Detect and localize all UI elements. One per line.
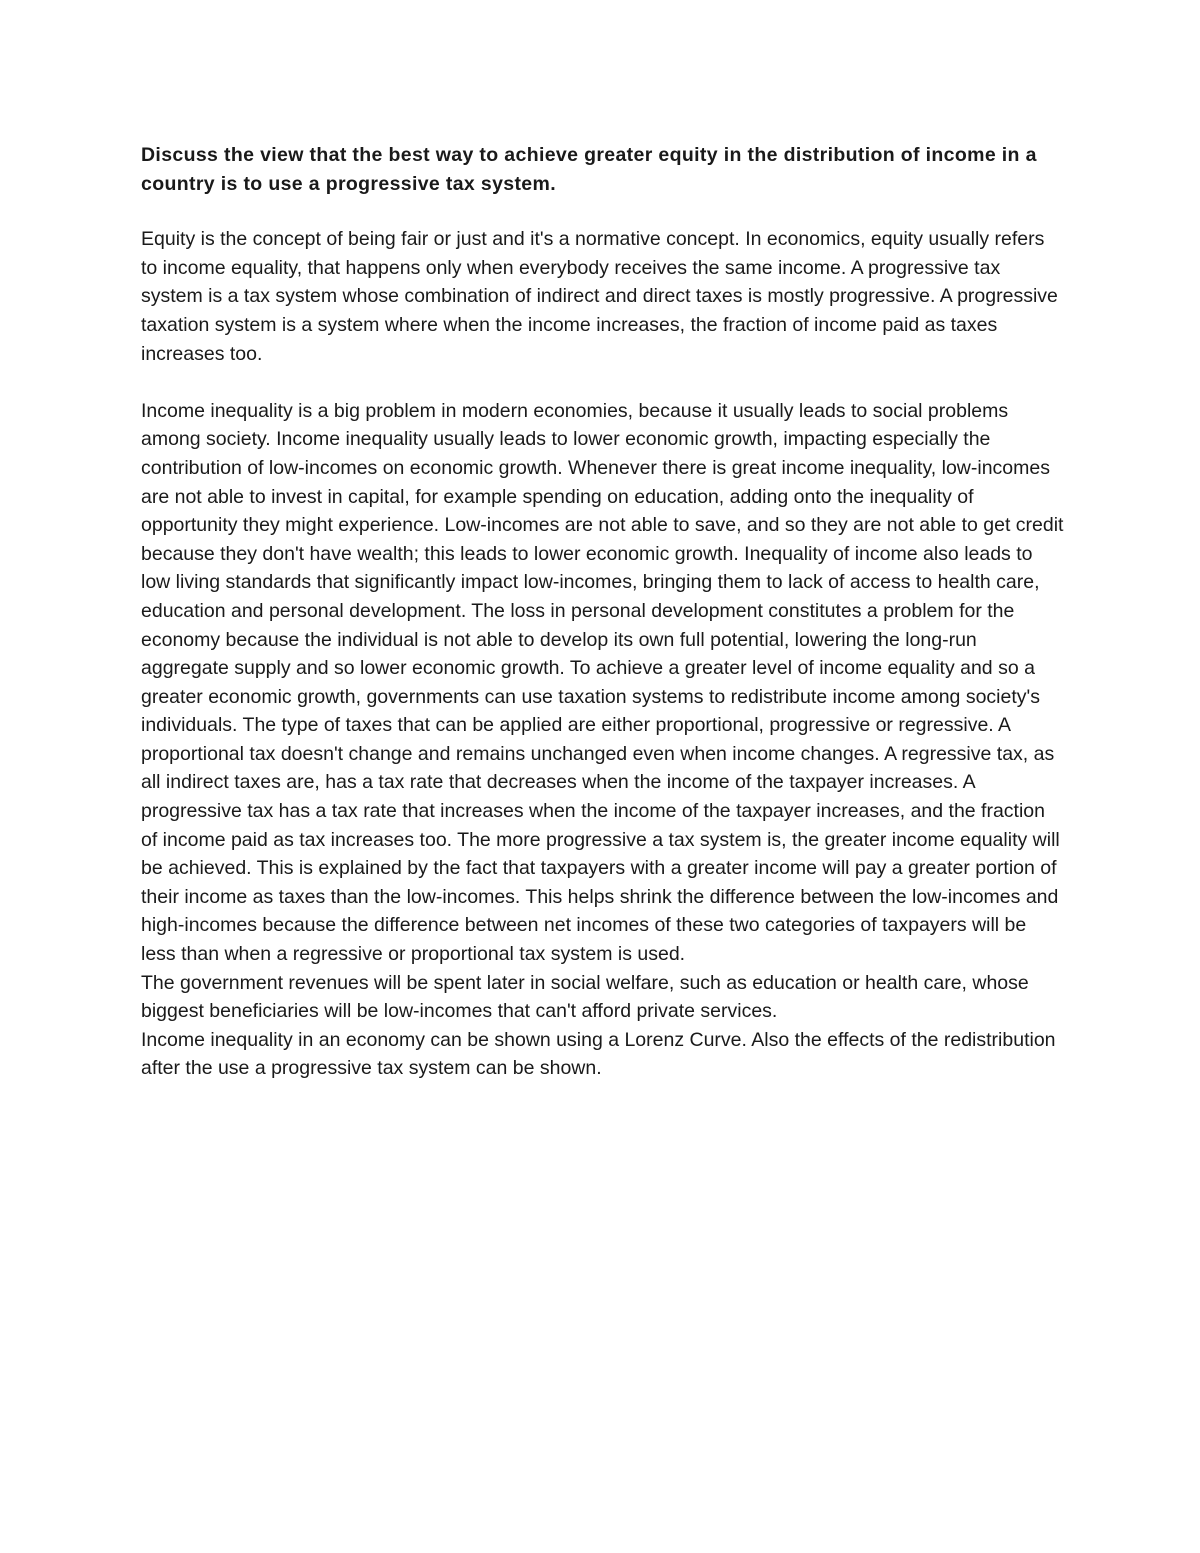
paragraph-lorenz-curve: Income inequality in an economy can be shown using a Lorenz Curve. Also the effects of the redistribution after the use a progressive tax system can be shown. [141, 1028, 1056, 1080]
document-body [141, 141, 1066, 1083]
paragraph-government-revenues: The government revenues will be spent later in social welfare, such as education or health care, whose biggest beneficiaries will be low-incomes that can't afford private services. [141, 971, 1029, 1023]
paragraph-income-inequality: Income inequality is a big problem in modern economies, because it usually leads to social problems among society. Income inequality usually leads to lower economic growth, impacting especially the contribution of low-incomes on economic growth. Whenever there is great income inequality, low-incomes are not able to invest in capital, for example spending on education, adding onto the inequality of opportunity they might experience. Low-incomes are not able to save, and so they are not able to get credit because they don't have wealth; this leads to lower economic growth. Inequality of income also leads to low living standards that significantly impact low-incomes, bringing them to lack of access to health care, education and personal development. The loss in personal development constitutes a problem for the economy because the individual is not able to develop its own full potential, lowering the long-run aggregate supply and so lower economic growth. To achieve a greater level of income equality and so a greater economic growth, governments can use taxation systems to redistribute income among society's individuals. The type of taxes that can be applied are either proportional, progressive or regressive. A proportional tax doesn't change and remains unchanged even when income changes. A regressive tax, as all indirect taxes are, has a tax rate that decreases when the income of the taxpayer increases. A progressive tax has a tax rate that increases when the income of the taxpayer increases, and the fraction of income paid as tax increases too. The more progressive a tax system is, the greater income equality will be achieved. This is explained by the fact that taxpayers with a greater income will pay a greater portion of their income as taxes than the low-incomes. This helps shrink the difference between the low-incomes and high-incomes because the difference between net incomes of these two categories of taxpayers will be less than when a regressive or proportional tax system is used. [141, 399, 1064, 966]
essay-question-title: Discuss the view that the best way to achieve greater equity in the distribution of income in a country is to use a progressive tax system. [141, 144, 1037, 195]
paragraph-equity-definition: Equity is the concept of being fair or just and it's a normative concept. In economics, equity usually refers to income equality, that happens only when everybody receives the same income. A progressive tax system is a tax system whose combination of indirect and direct taxes is mostly progressive. A progressive taxation system is a system where when the income increases, the fraction of income paid as taxes increases too. [141, 228, 1058, 365]
